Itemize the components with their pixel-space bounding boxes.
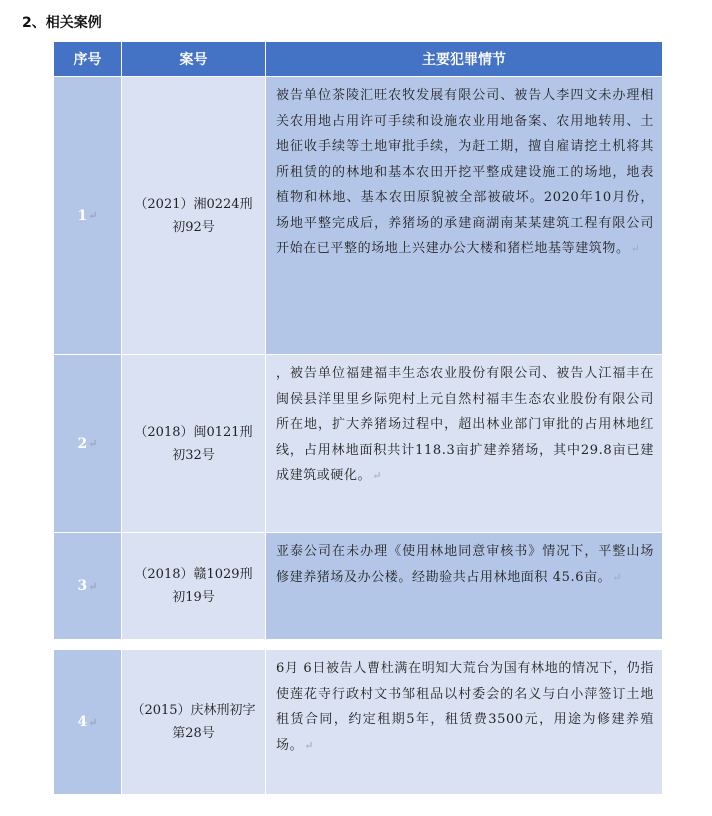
- row-index: 3 ↵: [54, 533, 121, 639]
- header-case-number: 案号: [122, 42, 265, 76]
- table-row: [54, 355, 662, 532]
- case-number: （2018）赣1029刑初19号: [122, 533, 265, 639]
- table-row: [54, 77, 662, 354]
- case-number: （2021）湘0224刑初92号: [122, 77, 265, 354]
- header-index: 序号: [54, 42, 121, 76]
- table-row: [54, 533, 662, 639]
- related-cases-table: [54, 42, 662, 794]
- crime-details: ，被告单位福建福丰生态农业股份有限公司、被告人江福丰在闽侯县洋里里乡际兜村上元自然村福丰生态农业股份有限公司所在地，扩大养猪场过程中，超出林业部门审批的占用林地红线，占用林地面积共计118.3亩扩建养猪场，其中29.8亩已建成建筑或硬化。↵: [266, 355, 662, 532]
- crime-details: 亚泰公司在未办理《使用林地同意审核书》情况下，平整山场修建养猪场及办公楼。经勘验共占用林地面积 45.6亩。↵: [266, 533, 662, 639]
- crime-details: 6月 6日被告人曹杜满在明知大荒台为国有林地的情况下，仍指使莲花寺行政村文书邹租品以村委会的名义与白小萍签订土地租赁合同，约定租期5年，租赁费3500元，用途为修建养殖场。↵: [266, 650, 662, 794]
- case-number: （2018）闽0121刑初32号: [122, 355, 265, 532]
- case-number: （2015）庆林刑初字第28号: [122, 650, 265, 794]
- section-heading: 2、相关案例: [22, 15, 102, 31]
- row-index: 2 ↵: [54, 355, 121, 532]
- table-header-row: [54, 42, 662, 76]
- table-row: [54, 650, 662, 794]
- crime-details: 被告单位茶陵汇旺农牧发展有限公司、被告人李四文未办理相关农用地占用许可手续和设施农业用地备案、农用地转用、土地征收手续等土地审批手续，为赶工期，擅自雇请挖土机将其所租赁的的林地和基本农田开挖平整成建设施工的场地，地表植物和林地、基本农田原貌被全部被破坏。2020年10月份，场地平整完成后，养猪场的承建商湖南某某建筑工程有限公司开始在已平整的场地上兴建办公大楼和猪栏地基等建筑物。↵: [266, 77, 662, 354]
- header-crime-details: 主要犯罪情节: [266, 42, 662, 76]
- row-index: 1 ↵: [54, 77, 121, 354]
- row-index: 4 ↵: [54, 650, 121, 794]
